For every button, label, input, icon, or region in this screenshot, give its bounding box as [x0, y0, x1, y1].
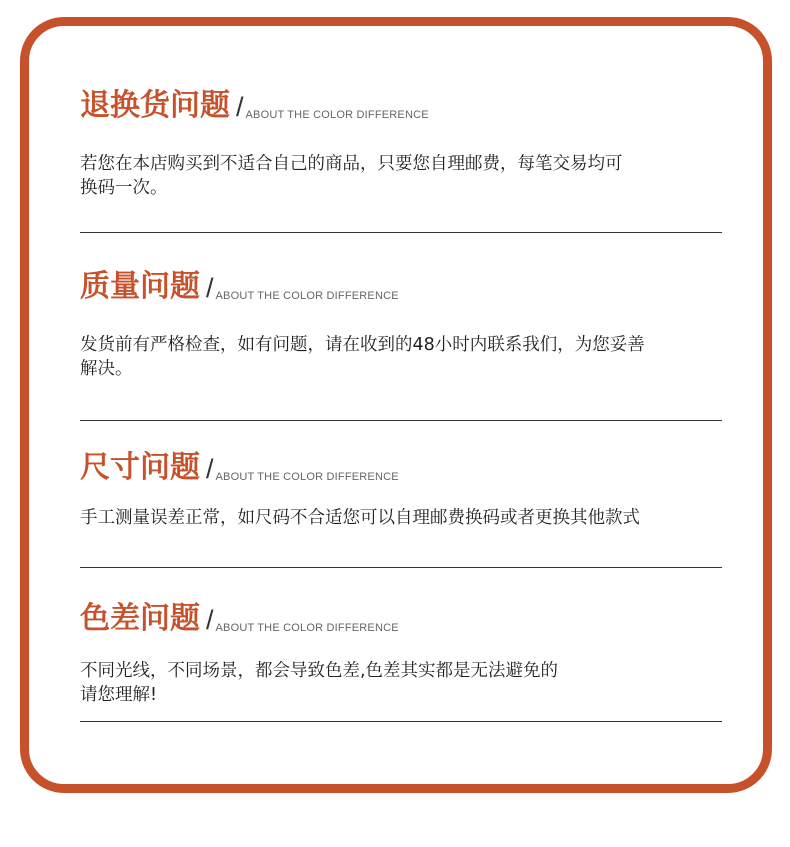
description-line: 不同光线，不同场景，都会导致色差,色差其实都是无法避免的 [80, 661, 559, 681]
section-description [80, 506, 730, 530]
section-description [80, 333, 730, 381]
section-subtitle: ABOUT THE COLOR DIFFERENCE [245, 109, 429, 121]
section-divider [80, 567, 722, 568]
description-line: 请您理解! [80, 685, 158, 705]
title-slash: / [206, 273, 214, 303]
section-heading [80, 446, 722, 486]
section-description [80, 152, 730, 200]
section-exchange [80, 84, 722, 200]
description-line: 换码一次。 [80, 178, 168, 198]
section-description [80, 659, 730, 707]
title-slash: / [206, 605, 214, 635]
section-title: 色差问题 [80, 601, 200, 636]
description-line: 若您在本店购买到不适合自己的商品，只要您自理邮费，每笔交易均可 [80, 154, 623, 174]
description-line: 发货前有严格检查，如有问题，请在收到的48小时内联系我们，为您妥善 [80, 335, 645, 355]
description-line: 手工测量误差正常，如尺码不合适您可以自理邮费换码或者更换其他款式 [80, 508, 640, 528]
section-subtitle: ABOUT THE COLOR DIFFERENCE [215, 290, 399, 302]
section-quality [80, 265, 722, 381]
section-heading [80, 597, 722, 637]
section-heading [80, 84, 722, 124]
section-heading [80, 265, 722, 305]
section-color [80, 597, 722, 707]
section-title: 退换货问题 [80, 88, 230, 123]
section-divider [80, 420, 722, 421]
section-subtitle: ABOUT THE COLOR DIFFERENCE [215, 471, 399, 483]
section-divider [80, 721, 722, 722]
title-slash: / [236, 92, 244, 122]
title-slash: / [206, 454, 214, 484]
section-divider [80, 232, 722, 233]
section-subtitle: ABOUT THE COLOR DIFFERENCE [215, 622, 399, 634]
section-title: 尺寸问题 [80, 450, 200, 485]
section-title: 质量问题 [80, 269, 200, 304]
section-size [80, 446, 722, 530]
description-line: 解决。 [80, 359, 133, 379]
